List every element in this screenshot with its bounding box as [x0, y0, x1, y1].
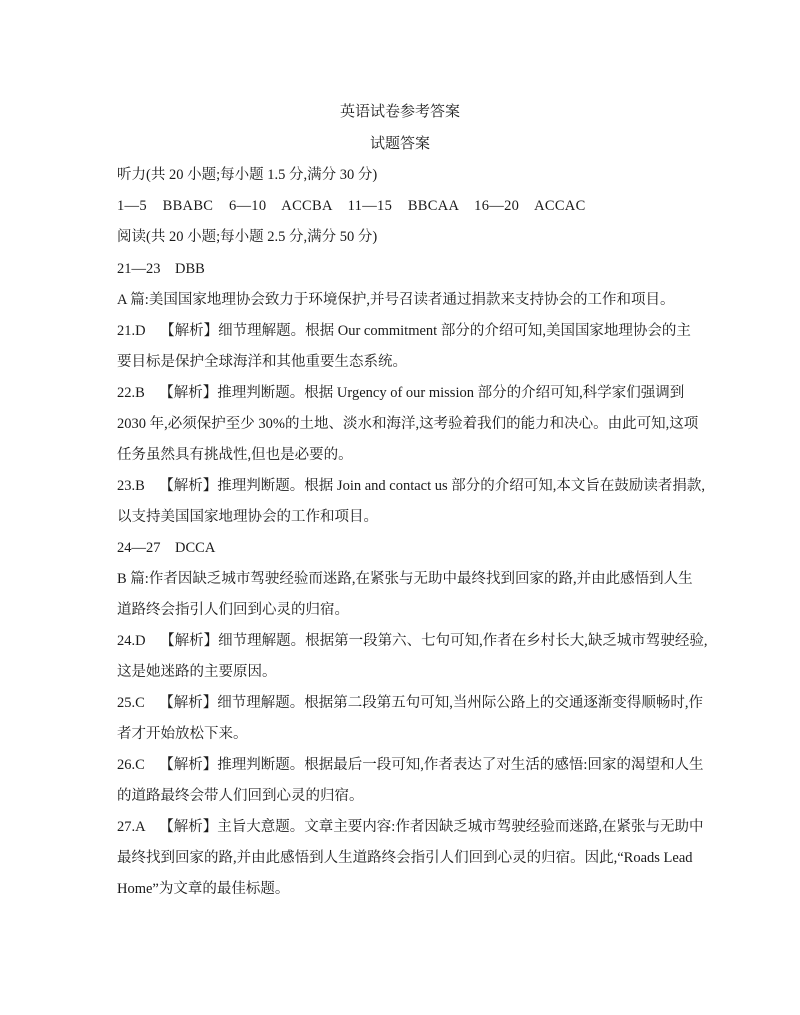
- listening-answers: 1—5 BBABC 6—10 ACCBA 11—15 BBCAA 16—20 ACCAC: [117, 198, 586, 214]
- q25-explanation-line-1: 25.C 【解析】细节理解题。根据第二段第五句可知,当州际公路上的交通逐渐变得顺畅时,作: [117, 695, 704, 711]
- q27-explanation-line-1: 27.A 【解析】主旨大意题。文章主要内容:作者因缺乏城市驾驶经验而迷路,在紧张与无助中: [117, 819, 704, 835]
- q22-explanation-line-1: 22.B 【解析】推理判断题。根据 Urgency of our mission 部分的介绍可知,科学家们强调到: [117, 385, 685, 401]
- q27-explanation-line-2: 最终找到回家的路,并由此感悟到人生道路终会指引人们回到心灵的归宿。因此,“Roads Lead: [117, 850, 693, 866]
- q24-explanation-line-1: 24.D 【解析】细节理解题。根据第一段第六、七句可知,作者在乡村长大,缺乏城市驾驶经验,: [117, 633, 708, 649]
- q24-explanation-line-2: 这是她迷路的主要原因。: [117, 664, 277, 680]
- q23-explanation-line-2: 以支持美国国家地理协会的工作和项目。: [117, 509, 378, 525]
- q21-explanation-line-2: 要目标是保护全球海洋和其他重要生态系统。: [117, 354, 407, 370]
- answers-21-23: 21—23 DBB: [117, 261, 205, 277]
- reading-header: 阅读(共 20 小题;每小题 2.5 分,满分 50 分): [117, 229, 378, 245]
- page-subtitle: 试题答案: [369, 136, 430, 152]
- passage-a-summary: A 篇:美国国家地理协会致力于环境保护,并号召读者通过捐款来支持协会的工作和项目。: [117, 292, 675, 308]
- answers-24-27: 24—27 DCCA: [117, 540, 216, 556]
- listening-header: 听力(共 20 小题;每小题 1.5 分,满分 30 分): [117, 167, 378, 183]
- q27-explanation-line-3: Home”为文章的最佳标题。: [117, 881, 290, 897]
- page-title: 英语试卷参考答案: [339, 104, 460, 120]
- q22-explanation-line-2: 2030 年,必须保护至少 30%的土地、淡水和海洋,这考验着我们的能力和决心。由此可知,这项: [117, 416, 699, 432]
- q26-explanation-line-1: 26.C 【解析】推理判断题。根据最后一段可知,作者表达了对生活的感悟:回家的渴望和人生: [117, 757, 704, 773]
- q21-explanation-line-1: 21.D 【解析】细节理解题。根据 Our commitment 部分的介绍可知,美国国家地理协会的主: [117, 323, 691, 339]
- q22-explanation-line-3: 任务虽然具有挑战性,但也是必要的。: [117, 447, 353, 463]
- q23-explanation-line-1: 23.B 【解析】推理判断题。根据 Join and contact us 部分的介绍可知,本文旨在鼓励读者捐款,: [117, 478, 706, 494]
- passage-b-summary-line-1: B 篇:作者因缺乏城市驾驶经验而迷路,在紧张与无助中最终找到回家的路,并由此感悟到人生: [117, 571, 693, 587]
- passage-b-summary-line-2: 道路终会指引人们回到心灵的归宿。: [117, 602, 349, 618]
- q25-explanation-line-2: 者才开始放松下来。: [117, 726, 248, 742]
- q26-explanation-line-2: 的道路最终会带人们回到心灵的归宿。: [117, 788, 364, 804]
